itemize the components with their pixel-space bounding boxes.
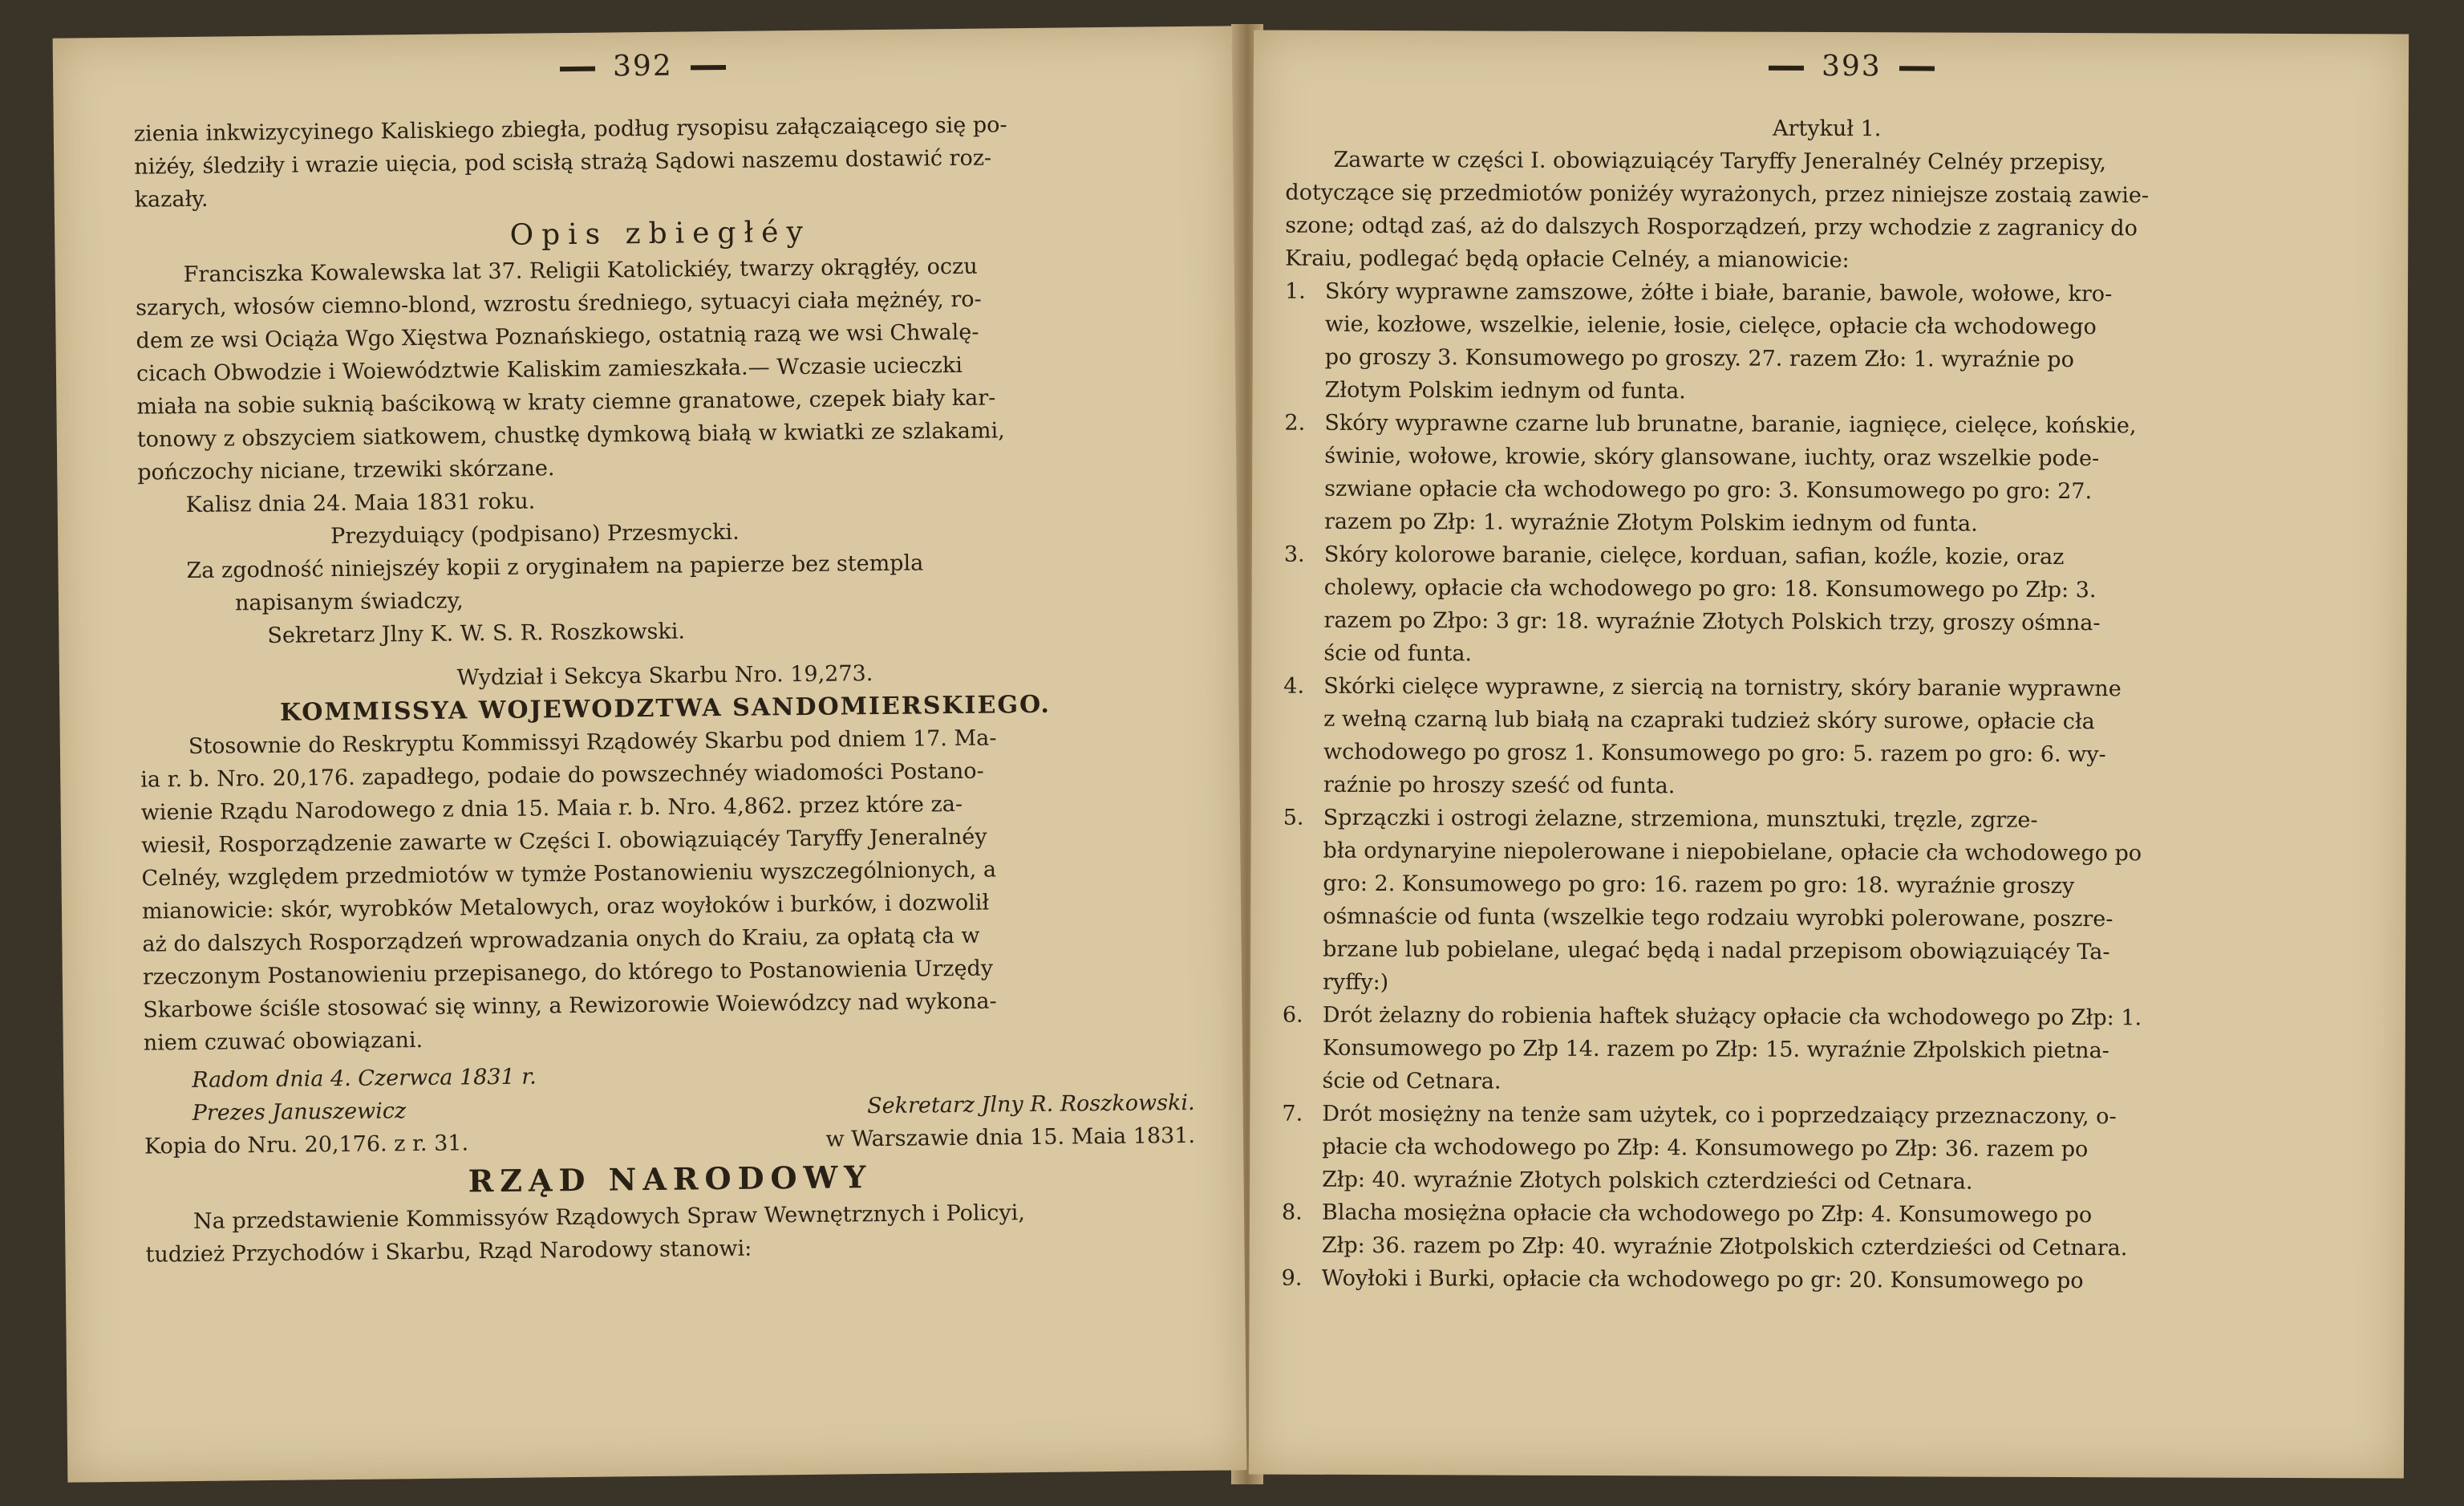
commission-paragraph — [140, 720, 1194, 1060]
text-line: niem czuwać obowiązani. — [143, 1027, 424, 1056]
text-line: miała na sobie suknią baścikową w kraty ciemne granatowe, czepek biały kar- — [136, 385, 996, 420]
tariff-item — [1283, 670, 2367, 806]
page-number-text: 392 — [612, 49, 673, 83]
text-line: z wełną czarną lub białą na czapraki tudzież skóry surowe, opłacie cła — [1323, 706, 2095, 735]
text-line: dotyczące się przedmiotów poniżéy wyrażonych, przez niniejsze zostaią zawie- — [1285, 180, 2150, 209]
text-line: raźnie po hroszy sześć od funta. — [1323, 772, 1676, 799]
text-line: szone; odtąd zaś, aż do dalszych Rosporządzeń, przy wchodzie z zagranicy do — [1285, 213, 2138, 242]
left-page — [53, 26, 1247, 1482]
text-line: Za zgodność niniejszéy kopii z oryginałem na papierze bez stempla — [186, 550, 924, 584]
right-page — [1249, 30, 2409, 1478]
text-line: tonowy z obszyciem siatkowem, chustkę dymkową białą w kwiatki ze szlakami, — [136, 418, 1005, 453]
description-heading: Opis zbiegłéy — [509, 215, 812, 252]
item-text — [1322, 1262, 2365, 1299]
text-line: pończochy niciane, trzewiki skórzane. — [137, 456, 555, 485]
text-line: razem po Złpo: 3 gr: 18. wyraźnie Złotych Polskich trzy, groszy ośmna- — [1323, 607, 2101, 636]
text-line: Skóry wyprawne zamszowe, żółte i białe, baranie, bawole, wołowe, kro- — [1324, 278, 2113, 307]
radom-date: Radom dnia 4. Czerwca 1831 r. — [192, 1064, 537, 1093]
text-line: Złotym Polskim iednym od funta. — [1324, 377, 1686, 404]
text-line: ia r. b. Nro. 20,176. zapadłego, podaie do powszechnéy wiadomości Postano- — [140, 758, 984, 793]
text-line: wie, kozłowe, wszelkie, ielenie, łosie, cielęce, opłacie cła wchodowego — [1324, 311, 2097, 340]
item-number: 3. — [1283, 542, 1305, 567]
header-dash — [560, 67, 595, 71]
item-number: 8. — [1281, 1200, 1303, 1225]
text-line: ście od funta. — [1323, 640, 1473, 667]
text-line: ośmnaście od funta (wszelkie tego rodzaiu wyrobki polerowane, poszre- — [1323, 903, 2113, 932]
page-number-text: 393 — [1821, 49, 1882, 83]
header-dash — [1769, 66, 1804, 71]
item-text — [1325, 275, 2369, 411]
text-line: tudzież Przychodów i Skarbu, Rząd Narodowy stanowi: — [145, 1236, 752, 1268]
text-line: po groszy 3. Konsumowego po groszy. 27. razem Zło: 1. wyraźnie po — [1324, 344, 2074, 373]
text-line: świnie, wołowe, krowie, skóry glansowane, iuchty, oraz wszelkie pode- — [1324, 443, 2100, 472]
left-page-text — [134, 107, 1197, 1272]
item-number: 9. — [1281, 1265, 1303, 1291]
description-paragraph — [136, 248, 1189, 489]
text-line: Drót mosiężny na tenże sam użytek, co i poprzedzaiący przeznaczony, o- — [1322, 1101, 2117, 1130]
text-line: Woyłoki i Burki, opłacie cła wchodowego po gr: 20. Konsumowego po — [1321, 1265, 2084, 1294]
closing-paragraph — [145, 1195, 1197, 1272]
text-line: wienie Rządu Narodowego z dnia 15. Maia r. b. Nro. 4,862. przez które za- — [140, 791, 963, 826]
item-text — [1323, 802, 2366, 1003]
text-line: Skóry wyprawne czarne lub brunatne, baranie, iagnięce, cielęce, końskie, — [1324, 410, 2137, 439]
opening-paragraph — [134, 107, 1185, 217]
item-number: 1. — [1284, 278, 1306, 304]
tariff-items-list — [1282, 275, 2368, 1299]
text-line: zienia inkwizycyinego Kaliskiego zbiegła, podług rysopisu załączaiącego się po- — [133, 112, 1007, 147]
header-dash — [691, 65, 726, 70]
tariff-item — [1283, 802, 2366, 1003]
copy-place-date: w Warszawie dnia 15. Maia 1831. — [825, 1122, 1196, 1152]
text-line: cicach Obwodzie i Woiewództwie Kaliskim zamieszkała.— Wczasie ucieczki — [136, 352, 963, 387]
article-intro — [1285, 144, 2369, 279]
conformity-statement — [138, 544, 1189, 621]
text-line: napisanym świadczy, — [234, 588, 464, 616]
item-number: 6. — [1282, 1002, 1303, 1028]
text-line: Konsumowego po Złp 14. razem po Złp: 15. wyraźnie Złpolskich pietna- — [1322, 1035, 2109, 1064]
page-number-left — [542, 49, 744, 84]
text-line: Celnéy, względem przedmiotów w tymże Postanowieniu wyszczególnionych, a — [141, 857, 997, 891]
text-line: aż do dalszych Rosporządzeń wprowadzania onych do Kraiu, za opłatą cła w — [142, 923, 980, 957]
commission-heading: KOMMISSYA WOJEWODZTWA SANDOMIERSKIEGO. — [279, 690, 1051, 727]
tariff-item — [1282, 1196, 2365, 1266]
tariff-item — [1282, 1098, 2365, 1200]
text-line: Na przedstawienie Kommissyów Rządowych Spraw Wewnętrznych i Policyi, — [192, 1200, 1025, 1234]
item-text — [1322, 1098, 2365, 1200]
text-line: ście od Cetnara. — [1322, 1068, 1502, 1094]
text-line: razem po Złp: 1. wyraźnie Złotym Polskim iednym od funta. — [1323, 509, 1978, 537]
division-line: Wydział i Sekcya Skarbu Nro. 19,273. — [456, 661, 873, 691]
text-line: Złp: 36. razem po Złp: 40. wyraźnie Złotpolskich czterdzieści od Cetnara. — [1321, 1232, 2128, 1261]
president-signature: Prezyduiący (podpisano) Przesmycki. — [330, 519, 740, 550]
secretary-signature: Sekretarz Jlny K. W. S. R. Roszkowski. — [267, 619, 686, 648]
tariff-item — [1283, 538, 2367, 674]
tariff-item — [1283, 999, 2365, 1102]
text-line: cholewy, opłacie cła wchodowego po gro: 18. Konsumowego po Złp: 3. — [1323, 574, 2097, 603]
text-line: Skarbowe ściśle stosować się winny, a Rewizorowie Woiewódzcy nad wykona- — [143, 988, 997, 1023]
text-line: dem ze wsi Ociąża Wgo Xięstwa Poznańskiego, ostatnią razą we wsi Chwalę- — [136, 319, 979, 354]
item-text — [1322, 1196, 2365, 1266]
tariff-item — [1282, 1262, 2365, 1299]
text-line: wchodowego po grosz 1. Konsumowego po gro: 5. razem po gro: 6. wy- — [1323, 739, 2106, 768]
text-line: Stosownie do Reskryptu Kommissyi Rządowéy Skarbu pod dniem 17. Ma- — [188, 725, 997, 760]
text-line: mianowicie: skór, wyrobków Metalowych, oraz woyłoków i burków, i dozwolił — [141, 890, 990, 924]
text-line: Drót żelazny do robienia haftek służący opłacie cła wchodowego po Złp: 1. — [1322, 1002, 2142, 1031]
text-line: kazały. — [134, 186, 209, 213]
page-number-right — [1751, 50, 1952, 83]
text-line: gro: 2. Konsumowego po gro: 16. razem po gro: 18. wyraźnie groszy — [1323, 871, 2075, 899]
tariff-item — [1284, 407, 2368, 542]
text-line: brzane lub pobielane, ulegać będą i nadal przepisom obowiązuiącéy Ta- — [1323, 936, 2110, 965]
tariff-item — [1285, 275, 2369, 411]
header-dash — [1899, 66, 1935, 71]
text-line: Skóry kolorowe baranie, cielęce, korduan, safian, koźle, kozie, oraz — [1323, 542, 2065, 570]
text-line: Sprzączki i ostrogi żelazne, strzemiona, munsztuki, tręzle, zgrze- — [1323, 805, 2038, 833]
sekretarz-signature: Sekretarz Jlny R. Roszkowski. — [867, 1090, 1195, 1119]
text-line: Zawarte w części I. obowiązuiącéy Taryffy Jeneralnéy Celnéy przepisy, — [1333, 147, 2107, 176]
text-line: rzeczonym Postanowieniu przepisanego, do którego to Postanowienia Urzędy — [142, 956, 994, 990]
item-number: 4. — [1283, 673, 1305, 699]
text-line: Franciszka Kowalewska lat 37. Religii Katolickiéy, twarzy okrągłéy, oczu — [183, 254, 978, 288]
kalisz-date: Kalisz dnia 24. Maia 1831 roku. — [185, 489, 536, 518]
text-line: płacie cła wchodowego po Złp: 4. Konsumowego po Złp: 36. razem po — [1322, 1134, 2089, 1163]
text-line: wiesił, Rosporządzenie zawarte w Części I. obowiązuiącéy Taryffy Jeneralnéy — [140, 824, 987, 859]
article-heading: Artykuł 1. — [1772, 116, 1882, 142]
copy-number: Kopia do Nru. 20,176. z r. 31. — [144, 1131, 469, 1159]
item-number: 2. — [1284, 410, 1306, 436]
text-line: ryffy:) — [1322, 969, 1389, 996]
item-text — [1324, 407, 2368, 542]
text-line: szwiane opłacie cła wchodowego po gro: 3. Konsumowego po gro: 27. — [1324, 476, 2093, 505]
text-line: Złp: 40. wyraźnie Złotych polskich czterdzieści od Cetnara. — [1322, 1167, 1973, 1195]
text-line: Blacha mosiężna opłacie cła wchodowego po Złp: 4. Konsumowego po — [1321, 1200, 2093, 1228]
prezes-signature: Prezes Januszewicz — [192, 1098, 407, 1126]
item-text — [1323, 538, 2367, 674]
item-number: 7. — [1282, 1101, 1303, 1126]
text-line: bła ordynaryine niepolerowane i niepobielane, opłacie cła wchodowego po — [1323, 838, 2142, 867]
item-text — [1323, 999, 2365, 1102]
item-number: 5. — [1283, 805, 1304, 830]
text-line: niżéy, śledziły i wrazie uięcia, pod scisłą strażą Sądowi naszemu dostawić roz- — [134, 145, 992, 180]
government-heading: RZĄD NARODOWY — [468, 1159, 873, 1200]
right-page-text — [1282, 111, 2369, 1299]
text-line: Kraiu, podlegać będą opłacie Celnéy, a mianowicie: — [1285, 246, 1850, 274]
item-text — [1323, 670, 2367, 806]
text-line: szarych, włosów ciemno-blond, wzrostu średniego, sytuacyi ciała mężnéy, ro- — [135, 286, 982, 321]
text-line: Skórki cielęce wyprawne, z siercią na tornistry, skóry baranie wyprawne — [1323, 673, 2122, 702]
